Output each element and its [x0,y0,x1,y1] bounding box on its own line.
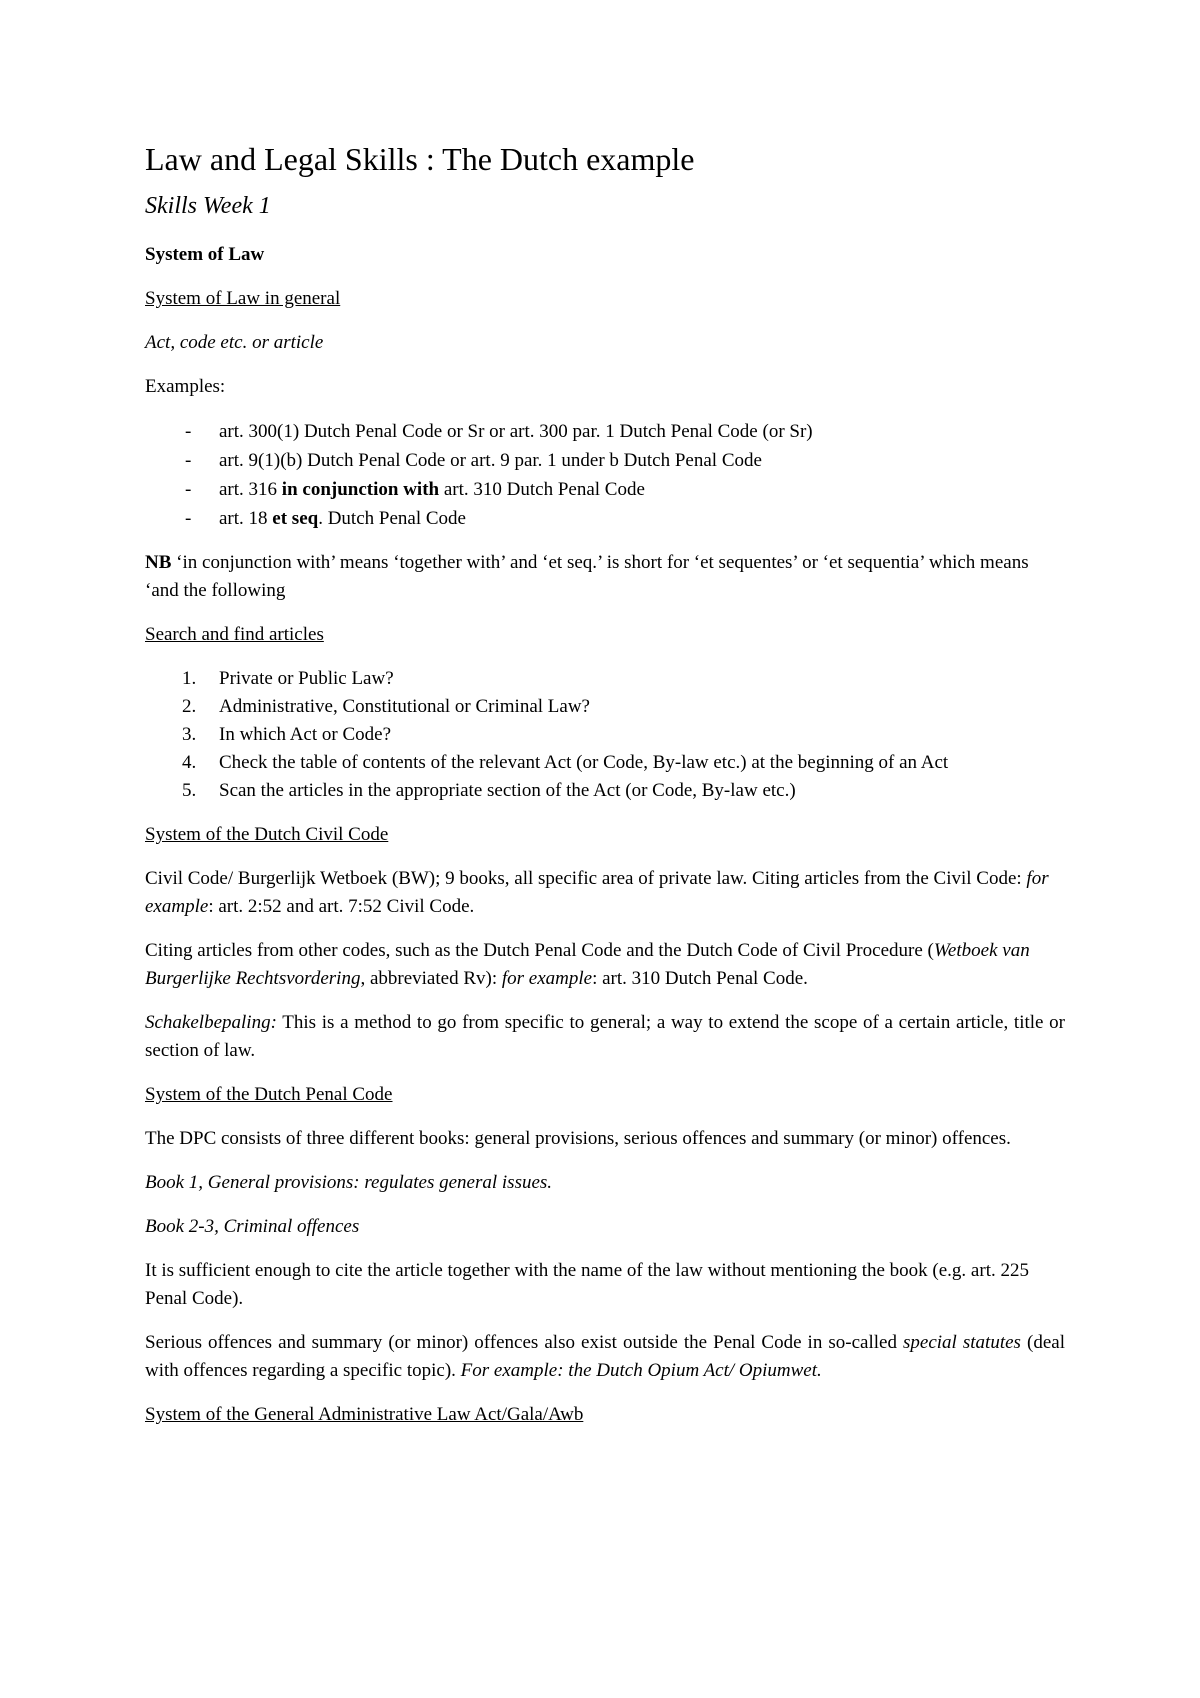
penal-paragraph-2: It is sufficient enough to cite the article together with the name of the law without mentioning the book (e.g. art. 225 Penal Code). [145,1260,1029,1310]
book-2-3-line: Book 2-3, Criminal offences [145,1216,360,1238]
penal-paragraph-1: The DPC consists of three different books: general provisions, serious offences and summary (or minor) offences. [145,1128,1011,1150]
text-run: Citing articles from other codes, such as the Dutch Penal Code and the Dutch Code of Civil Procedure ( [145,940,934,962]
document-page [145,140,1065,1445]
search-steps-list [145,665,1065,805]
examples-label: Examples: [145,376,226,398]
heading-dutch-civil-code: System of the Dutch Civil Code [145,824,389,846]
text-run-italic: For example: the Dutch Opium Act/ Opiumwet. [460,1360,822,1382]
civil-paragraph-1 [145,865,1065,921]
list-item [145,693,1065,721]
list-number: 2. [182,696,197,718]
heading-system-of-law-general: System of Law in general [145,288,341,310]
text-run-italic: for example [145,868,1049,918]
list-item [145,749,1065,777]
list-item-text: Scan the articles in the appropriate section of the Act (or Code, By-law etc.) [219,780,796,802]
list-item [145,777,1065,805]
text-run-italic: Schakelbepaling: [145,1012,277,1034]
list-number: 5. [182,780,197,802]
book-1-line: Book 1, General provisions: regulates general issues. [145,1172,553,1194]
list-item-text: art. 9(1)(b) Dutch Penal Code or art. 9 par. 1 under b Dutch Penal Code [219,450,762,472]
heading-general-administrative-law-act: System of the General Administrative Law Act/Gala/Awb [145,1404,584,1426]
text-run-italic: special statutes [903,1332,1021,1354]
dash-marker: - [185,508,192,530]
list-item-text: Private or Public Law? [219,668,394,690]
text-run: Serious offences and summary (or minor) offences also exist outside the Penal Code in so-called [145,1332,904,1354]
document-title: Law and Legal Skills : The Dutch example [145,141,695,177]
penal-paragraph-3 [145,1329,1065,1385]
italic-line: Act, code etc. or article [145,332,324,354]
nb-label: NB [145,552,172,574]
list-item [145,475,1065,504]
list-item [145,504,1065,533]
text-run-italic: for example [501,968,593,990]
list-number: 1. [182,668,197,690]
list-item-text-bold: in conjunction with [281,479,440,501]
list-item-text: Check the table of contents of the relevant Act (or Code, By-law etc.) at the beginning of an Act [219,752,949,774]
text-run: Civil Code/ Burgerlijk Wetboek (BW); 9 books, all specific area of private law. Citing articles from the Civil Code: [145,868,1027,890]
text-run: (deal with offences regarding a specific topic). [145,1332,1065,1382]
document-subtitle: Skills Week 1 [145,193,271,220]
text-run: , abbreviated Rv): [360,968,502,990]
list-item-text-pre: art. 18 [219,508,273,530]
dash-marker: - [185,479,192,501]
list-item-text: In which Act or Code? [219,724,392,746]
text-run: : art. 2:52 and art. 7:52 Civil Code. [208,896,475,918]
list-number: 4. [182,752,197,774]
list-item-text-post: art. 310 Dutch Penal Code [439,479,645,501]
dash-marker: - [185,421,192,443]
section-heading: System of Law [145,244,265,266]
civil-paragraph-3 [145,1009,1065,1065]
list-item-text-bold: et seq [272,508,319,530]
text-run: : art. 310 Dutch Penal Code. [592,968,808,990]
list-item [145,665,1065,693]
text-run: This is a method to go from specific to general; a way to extend the scope of a certain article, title or section of law. [145,1012,1065,1062]
list-item-text: Administrative, Constitutional or Criminal Law? [219,696,590,718]
nb-text: ‘in conjunction with’ means ‘together with’ and ‘et seq.’ is short for ‘et sequentes’ or ‘et sequentia’ which means ‘and the following [145,552,1029,602]
heading-dutch-penal-code: System of the Dutch Penal Code [145,1084,393,1106]
list-number: 3. [182,724,197,746]
text-run-italic: Wetboek van Burgerlijke Rechtsvordering [145,940,1030,990]
civil-paragraph-2 [145,937,1065,993]
heading-search-find: Search and find articles [145,624,324,646]
list-item-text-pre: art. 316 [219,479,282,501]
list-item [145,721,1065,749]
dash-marker: - [185,450,192,472]
nb-paragraph [145,549,1065,605]
list-item-text: art. 300(1) Dutch Penal Code or Sr or art. 300 par. 1 Dutch Penal Code (or Sr) [219,421,813,443]
examples-list [145,417,1065,533]
list-item-text-post: . Dutch Penal Code [318,508,466,530]
list-item [145,446,1065,475]
list-item [145,417,1065,446]
